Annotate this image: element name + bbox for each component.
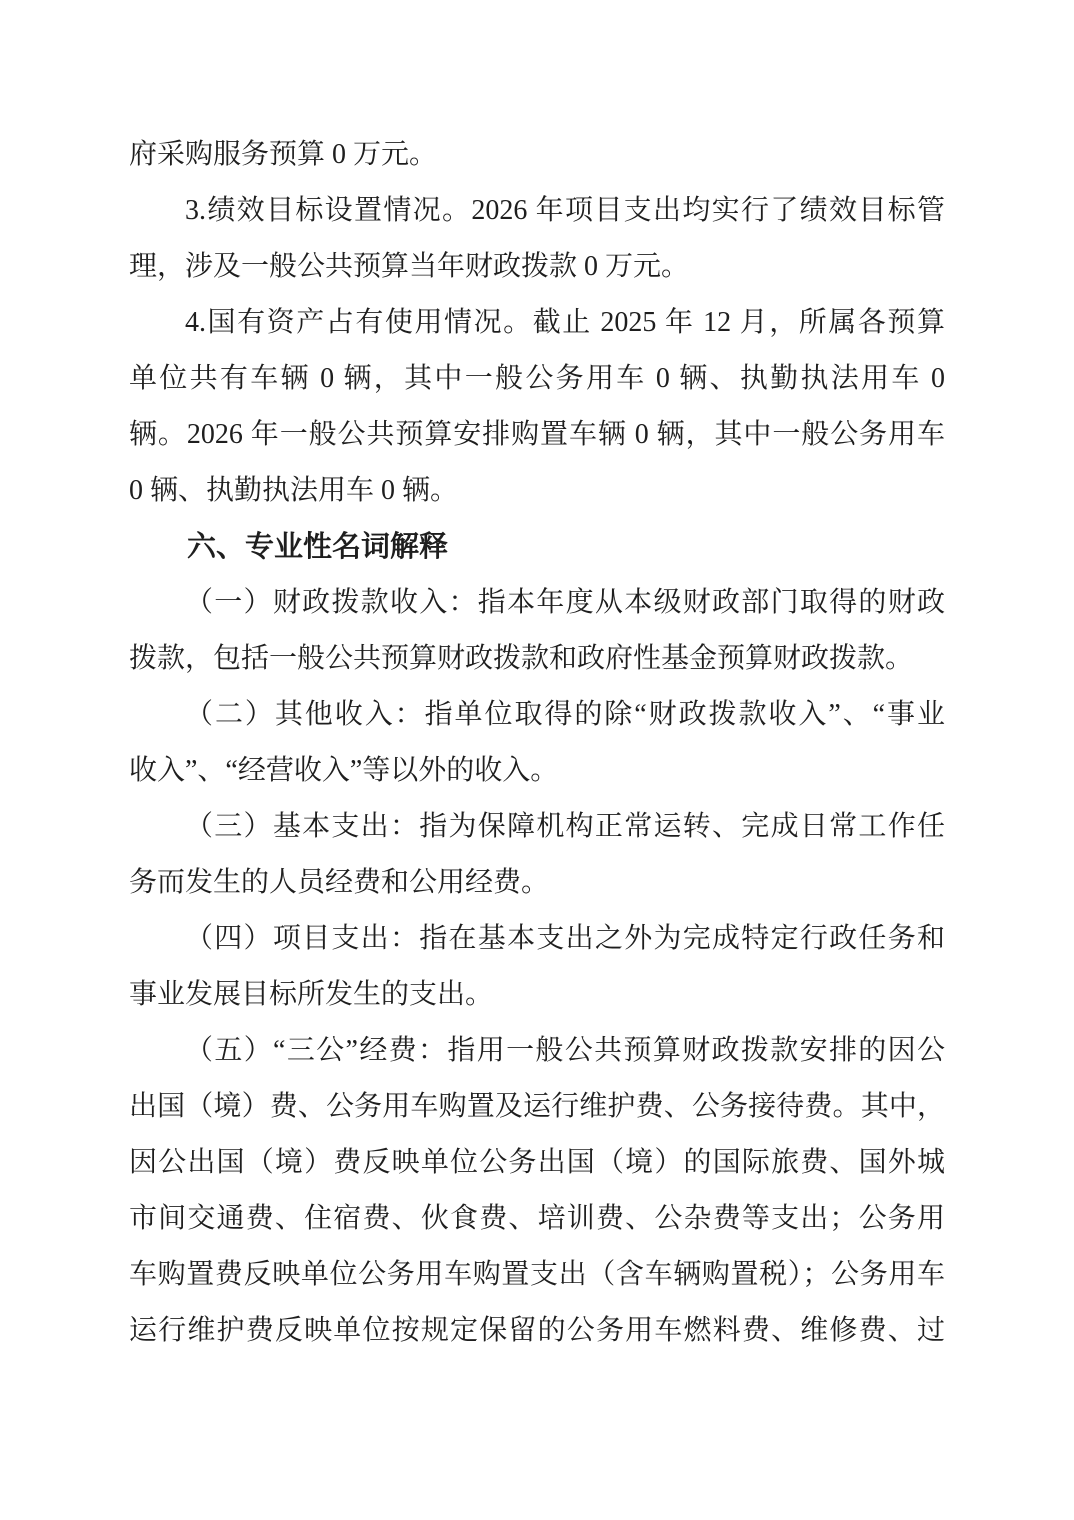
text-line: 单位共有车辆 0 辆，其中一般公务用车 0 辆、执勤执法用车 0 — [129, 363, 945, 394]
text-line: （二）其他收入：指单位取得的除“财政拨款收入”、“事业 — [185, 699, 945, 730]
text-line: （一）财政拨款收入：指本年度从本级财政部门取得的财政 — [185, 587, 945, 618]
text-line: 事业发展目标所发生的支出。 — [129, 979, 494, 1010]
text-line: 收入”、“经营收入”等以外的收入。 — [129, 755, 559, 786]
text-line: 4.国有资产占有使用情况。截止 2025 年 12 月，所属各预算 — [185, 307, 945, 338]
text-line: （三）基本支出：指为保障机构正常运转、完成日常工作任 — [185, 811, 945, 842]
text-line: 理，涉及一般公共预算当年财政拨款 0 万元。 — [129, 251, 690, 282]
text-line: 市间交通费、住宿费、伙食费、培训费、公杂费等支出；公务用 — [129, 1203, 945, 1234]
text-line: 府采购服务预算 0 万元。 — [129, 139, 438, 170]
text-line: 出国（境）费、公务用车购置及运行维护费、公务接待费。其中， — [129, 1091, 945, 1122]
text-line: （五）“三公”经费：指用一般公共预算财政拨款安排的因公 — [185, 1035, 945, 1066]
text-line: 辆。2026 年一般公共预算安排购置车辆 0 辆，其中一般公务用车 — [129, 419, 945, 450]
text-line: 车购置费反映单位公务用车购置支出（含车辆购置税）；公务用车 — [129, 1259, 945, 1290]
text-line: 运行维护费反映单位按规定保留的公务用车燃料费、维修费、过 — [129, 1315, 945, 1346]
text-line: 0 辆、执勤执法用车 0 辆。 — [129, 475, 459, 506]
text-line: 因公出国（境）费反映单位公务出国（境）的国际旅费、国外城 — [129, 1147, 945, 1178]
section-heading: 六、专业性名词解释 — [187, 531, 449, 563]
text-line: 务而发生的人员经费和公用经费。 — [129, 867, 550, 898]
text-line: 拨款，包括一般公共预算财政拨款和政府性基金预算财政拨款。 — [129, 643, 914, 674]
text-line: 3.绩效目标设置情况。2026 年项目支出均实行了绩效目标管 — [185, 195, 945, 226]
text-line: （四）项目支出：指在基本支出之外为完成特定行政任务和 — [185, 923, 945, 954]
document-body — [129, 127, 945, 1359]
